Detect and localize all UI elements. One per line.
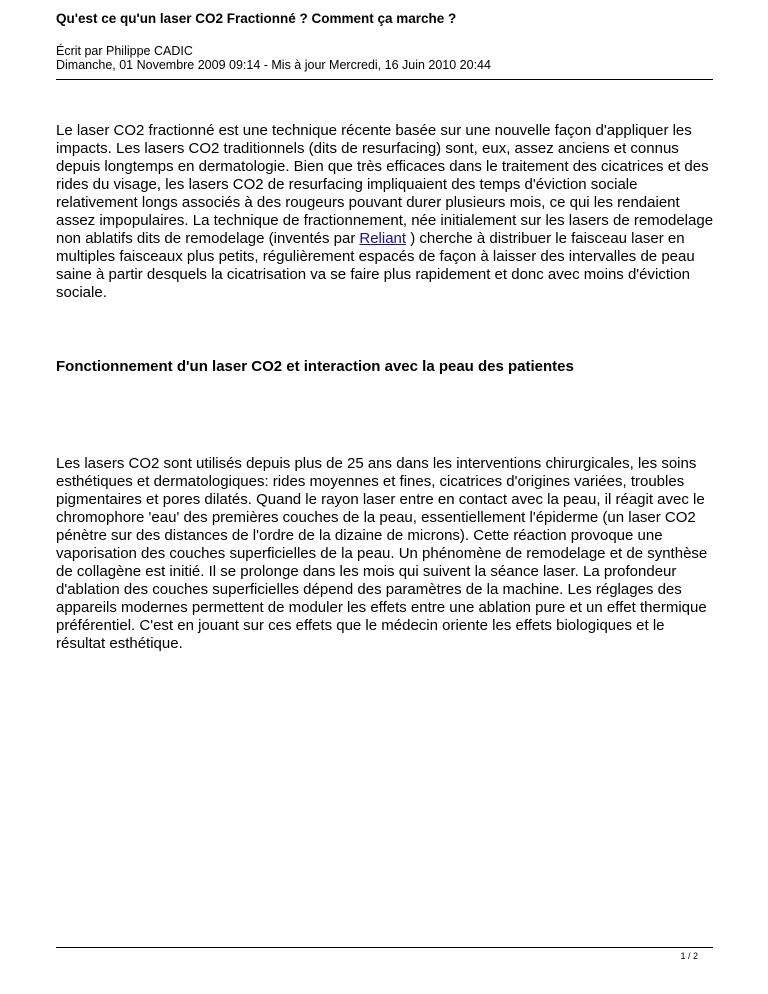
document-meta [56,44,713,72]
page-number: 1 / 2 [680,951,698,961]
co2-laser-paragraph: Les lasers CO2 sont utilisés depuis plus de 25 ans dans les interventions chirurgicales, les soins esthétiques et dermatologiques: rides moyennes et fines, cicatrices d'origines variées, troubles pigmentaires et pores dilatés. Quand le rayon laser entre en contact avec la peau, il réagit avec le chromophore 'eau' des premières couches de la peau, essentiellement l'épiderme (un laser CO2 pénètre sur des distances de l'ordre de la dizaine de microns). Cette réaction provoque une vaporisation des couches superficielles de la peau. Un phénomène de remodelage et de synthèse de collagène est initié. Il se prolonge dans les mois qui suivent la séance laser. La profondeur d'ablation des couches superficielles dépend des paramètres de la machine. Les réglages des appareils modernes permettent de moduler les effets entre une ablation pure et un effet thermique préférentiel. C'est en jouant sur ces effets que le médecin oriente les effets biologiques et le résultat esthétique. [56,455,708,652]
footer-divider [56,947,713,948]
author-line: Écrit par Philippe CADIC [56,44,193,58]
document-title: Qu'est ce qu'un laser CO2 Fractionné ? Comment ça marche ? [56,11,457,26]
intro-text-before-link: Le laser CO2 fractionné est une technique récente basée sur une nouvelle façon d'appliquer les impacts. Les lasers CO2 traditionnels (dits de resurfacing) sont, eux, assez anciens et connus depuis longtemps en dermatologie. Bien que très efficaces dans le traitement des cicatrices et des rides du visage, les lasers CO2 de resurfacing impliquaient des temps d'éviction sociale relativement longs associés à des rougeurs pouvant durer plusieurs mois, ce qui les rendaient assez impopulaires. La technique de fractionnement, née initialement sur les lasers de remodelage non ablatifs dits de remodelage (inventés par [56,122,714,247]
reliant-link[interactable]: Reliant [359,230,407,247]
header-divider [56,79,713,80]
intro-text-after-link: ) cherche à distribuer le faisceau laser en multiples faisceaux plus petits, régulièrement espacés de façon à laisser des intervalles de peau saine à partir desquels la cicatrisation va se faire plus rapidement et donc avec moins d'éviction sociale. [56,230,695,301]
document-header [56,10,713,72]
intro-paragraph [56,122,716,302]
section-heading: Fonctionnement d'un laser CO2 et interaction avec la peau des patientes [56,358,574,375]
date-line: Dimanche, 01 Novembre 2009 09:14 - Mis à jour Mercredi, 16 Juin 2010 20:44 [56,58,491,72]
